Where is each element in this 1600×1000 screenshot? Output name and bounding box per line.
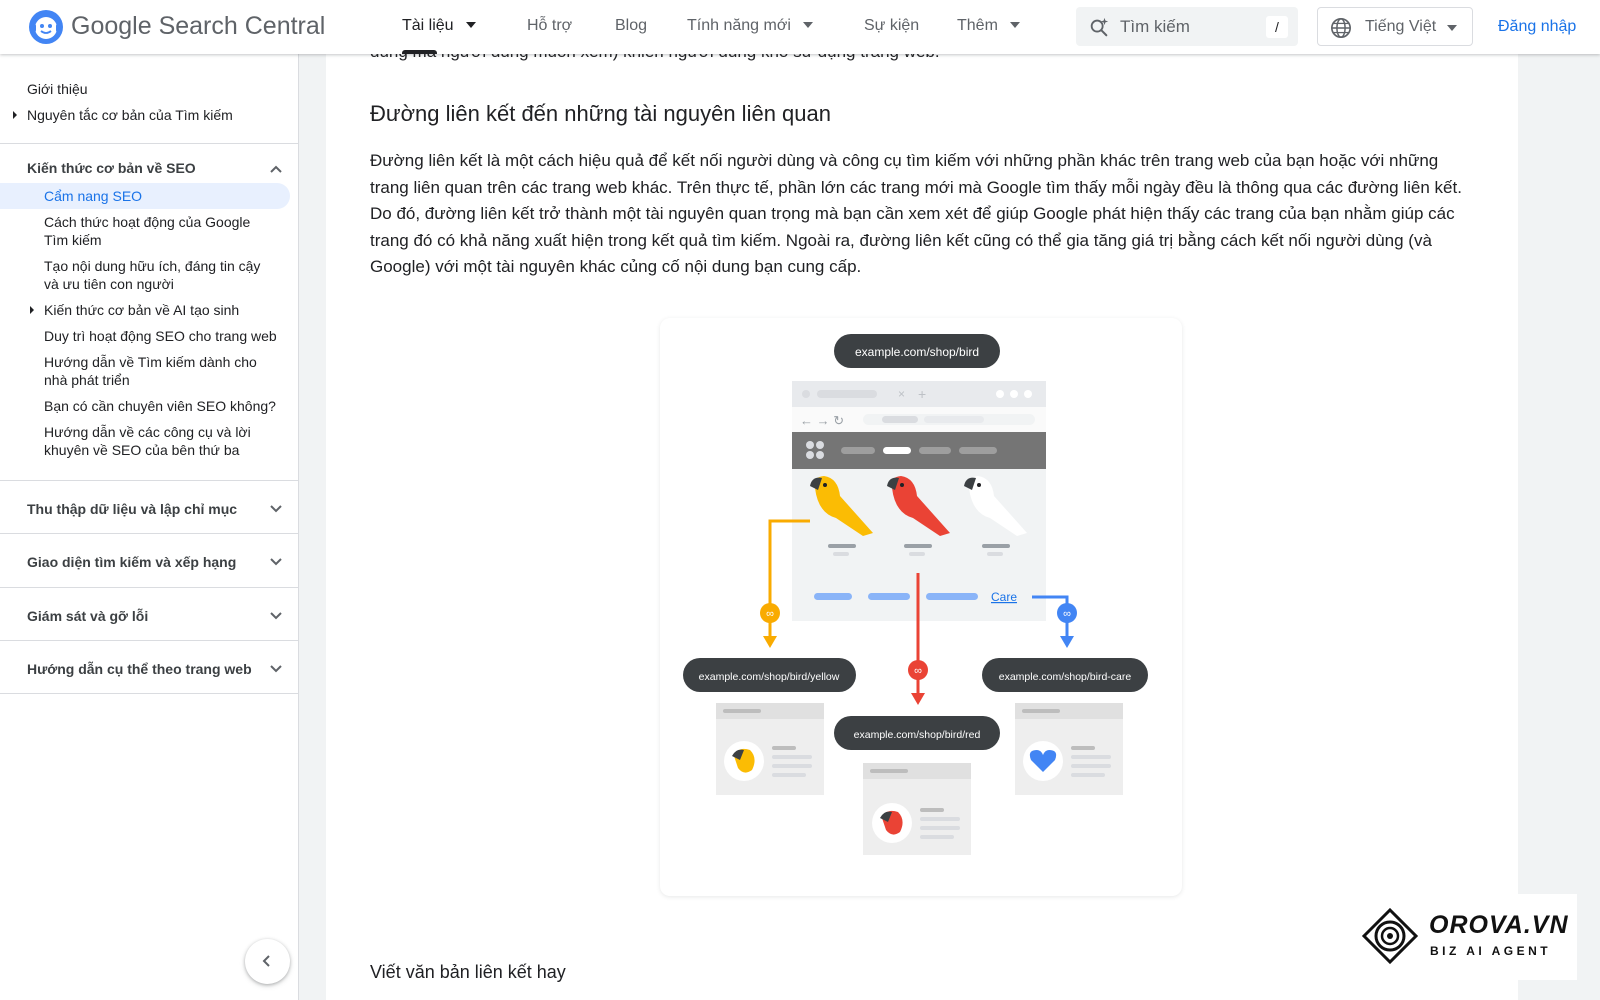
- sign-in-link[interactable]: Đăng nhập: [1498, 18, 1577, 35]
- sidebar-section-seo-basics[interactable]: Kiến thức cơ bản về SEO: [27, 160, 196, 176]
- globe-icon: [1330, 17, 1352, 39]
- orova-logo-icon: [1362, 908, 1418, 964]
- next-section-heading: Viết văn bản liên kết hay: [370, 962, 566, 982]
- active-tab-indicator: [402, 50, 437, 54]
- internal-links-illustration: [660, 318, 1182, 896]
- sidebar-divider: [0, 693, 299, 694]
- sidebar-item-search-basics[interactable]: Nguyên tắc cơ bản của Tìm kiếm: [27, 107, 233, 123]
- sidebar-section-monitoring-debugging[interactable]: Giám sát và gỡ lỗi: [27, 608, 149, 624]
- illustration-svg: [660, 318, 1182, 896]
- chevron-down-icon: [1010, 22, 1020, 28]
- sidebar-item-third-party-tools[interactable]: Hướng dẫn về các công cụ và lời khuyên về SEO của bên thứ ba: [44, 424, 251, 458]
- chevron-up-icon[interactable]: [270, 163, 282, 175]
- sidebar-item-genai-basics[interactable]: Kiến thức cơ bản về AI tạo sinh: [44, 302, 240, 318]
- sidebar-divider: [0, 640, 299, 641]
- section-heading: Đường liên kết đến những tài nguyên liên quan: [370, 101, 831, 126]
- chevron-down-icon[interactable]: [270, 556, 282, 568]
- nav-tab-events[interactable]: Sự kiện: [864, 17, 920, 34]
- search-central-logo-icon[interactable]: [28, 9, 64, 45]
- mini-page-yellow: [716, 703, 824, 795]
- svg-text:∞: ∞: [1063, 608, 1071, 620]
- sidebar-section-appearance-ranking[interactable]: Giao diện tìm kiếm và xếp hạng: [27, 554, 237, 570]
- nav-tab-more[interactable]: [957, 17, 1020, 35]
- sidebar-item-developer-guide[interactable]: Hướng dẫn về Tìm kiếm dành cho nhà phát triển: [44, 354, 257, 388]
- sidebar-item-intro[interactable]: Giới thiệu: [27, 81, 88, 97]
- mini-page-care: [1015, 703, 1123, 795]
- sidebar-divider: [0, 533, 299, 534]
- sidebar-item-seo-guide[interactable]: Cẩm nang SEO: [44, 188, 143, 204]
- brand-title[interactable]: [71, 12, 325, 41]
- nav-tab-whats-new[interactable]: [687, 17, 813, 35]
- sidebar-section-site-specific[interactable]: Hướng dẫn cụ thể theo trang web: [27, 661, 252, 677]
- nav-tab-docs-label: Tài liệu: [402, 17, 454, 34]
- nav-tab-blog[interactable]: Blog: [615, 17, 648, 34]
- collapse-sidebar-button[interactable]: [245, 939, 290, 984]
- language-label: Tiếng Việt: [1365, 18, 1437, 35]
- svg-text:∞: ∞: [766, 608, 774, 620]
- nav-tab-more-label: Thêm: [957, 17, 998, 34]
- chevron-down-icon: [1447, 25, 1457, 31]
- search-input[interactable]: [1120, 15, 1260, 39]
- language-selector[interactable]: [1317, 7, 1473, 46]
- url-label-red: example.com/shop/bird/red: [853, 729, 981, 741]
- care-link[interactable]: Care: [991, 590, 1018, 604]
- sidebar-item-how-search-works[interactable]: Cách thức hoạt động của Google Tìm kiếm: [44, 214, 251, 248]
- brand-search-central: Search Central: [158, 12, 326, 40]
- brand-google: Google: [71, 12, 152, 40]
- orova-watermark: [1347, 894, 1577, 980]
- nav-tab-support[interactable]: Hỗ trợ: [527, 17, 573, 34]
- mini-page-red: [863, 763, 971, 855]
- nav-tab-docs[interactable]: [402, 17, 476, 35]
- svg-text:+: +: [918, 386, 927, 402]
- url-label-care: example.com/shop/bird-care: [998, 671, 1132, 683]
- url-label-yellow: example.com/shop/bird/yellow: [698, 671, 840, 683]
- chevron-down-icon[interactable]: [270, 663, 282, 675]
- watermark-tagline: BIZ AI AGENT: [1430, 944, 1552, 958]
- search-box[interactable]: [1076, 7, 1298, 46]
- search-spark-icon: [1088, 16, 1110, 38]
- watermark-brand: OROVA.VN: [1429, 911, 1569, 939]
- section-paragraph: Đường liên kết là một cách hiệu quả để kết nối người dùng và công cụ tìm kiếm với những phần khác trên trang web của bạn hoặc với những trang liên quan trên các trang web khác. Trên thực tế, phần lớn các trang mới mà Google tìm thấy mỗi ngày đều là thông qua các đường liên kết. Do đó, đường liên kết trở thành một tài nguyên quan trọng mà bạn cần xem xét để giúp Google phát hiện thấy các trang của bạn nhằm giúp các trang đó có khả năng xuất hiện trong kết quả tìm kiếm. Ngoài ra, đường liên kết cũng có thể gia tăng giá trị bằng cách kết nối người dùng (và Google) với một tài nguyên khác củng cố nội dung bạn cung cấp.: [370, 151, 1462, 276]
- sidebar-divider: [0, 587, 299, 588]
- chevron-left-icon: [260, 953, 274, 969]
- chevron-down-icon: [466, 22, 476, 28]
- chevron-down-icon[interactable]: [270, 503, 282, 515]
- svg-text:×: ×: [898, 387, 906, 401]
- svg-text:← → ↻: ← → ↻: [800, 413, 845, 428]
- chevron-down-icon[interactable]: [270, 610, 282, 622]
- sidebar-divider: [0, 480, 299, 481]
- article-content: [326, 54, 1518, 1000]
- url-label-top: example.com/shop/bird: [854, 345, 980, 359]
- sidebar-divider: [0, 143, 299, 144]
- expand-arrow-icon[interactable]: [30, 306, 34, 314]
- sidebar-section-crawling-indexing[interactable]: Thu thập dữ liệu và lập chỉ mục: [27, 501, 238, 517]
- sidebar-item-helpful-content[interactable]: Tạo nội dung hữu ích, đáng tin cậy và ưu tiên con người: [44, 258, 261, 292]
- expand-arrow-icon[interactable]: [13, 111, 17, 119]
- top-app-bar: [0, 0, 1600, 54]
- nav-tab-whats-new-label: Tính năng mới: [687, 17, 791, 34]
- left-nav-sidebar: [0, 54, 299, 1000]
- sidebar-item-need-seo-expert[interactable]: Bạn có cần chuyên viên SEO không?: [44, 398, 276, 414]
- svg-text:∞: ∞: [914, 665, 922, 677]
- sidebar-item-maintain-seo[interactable]: Duy trì hoạt động SEO cho trang web: [44, 328, 277, 344]
- search-shortcut-key: /: [1266, 16, 1288, 38]
- chevron-down-icon: [803, 22, 813, 28]
